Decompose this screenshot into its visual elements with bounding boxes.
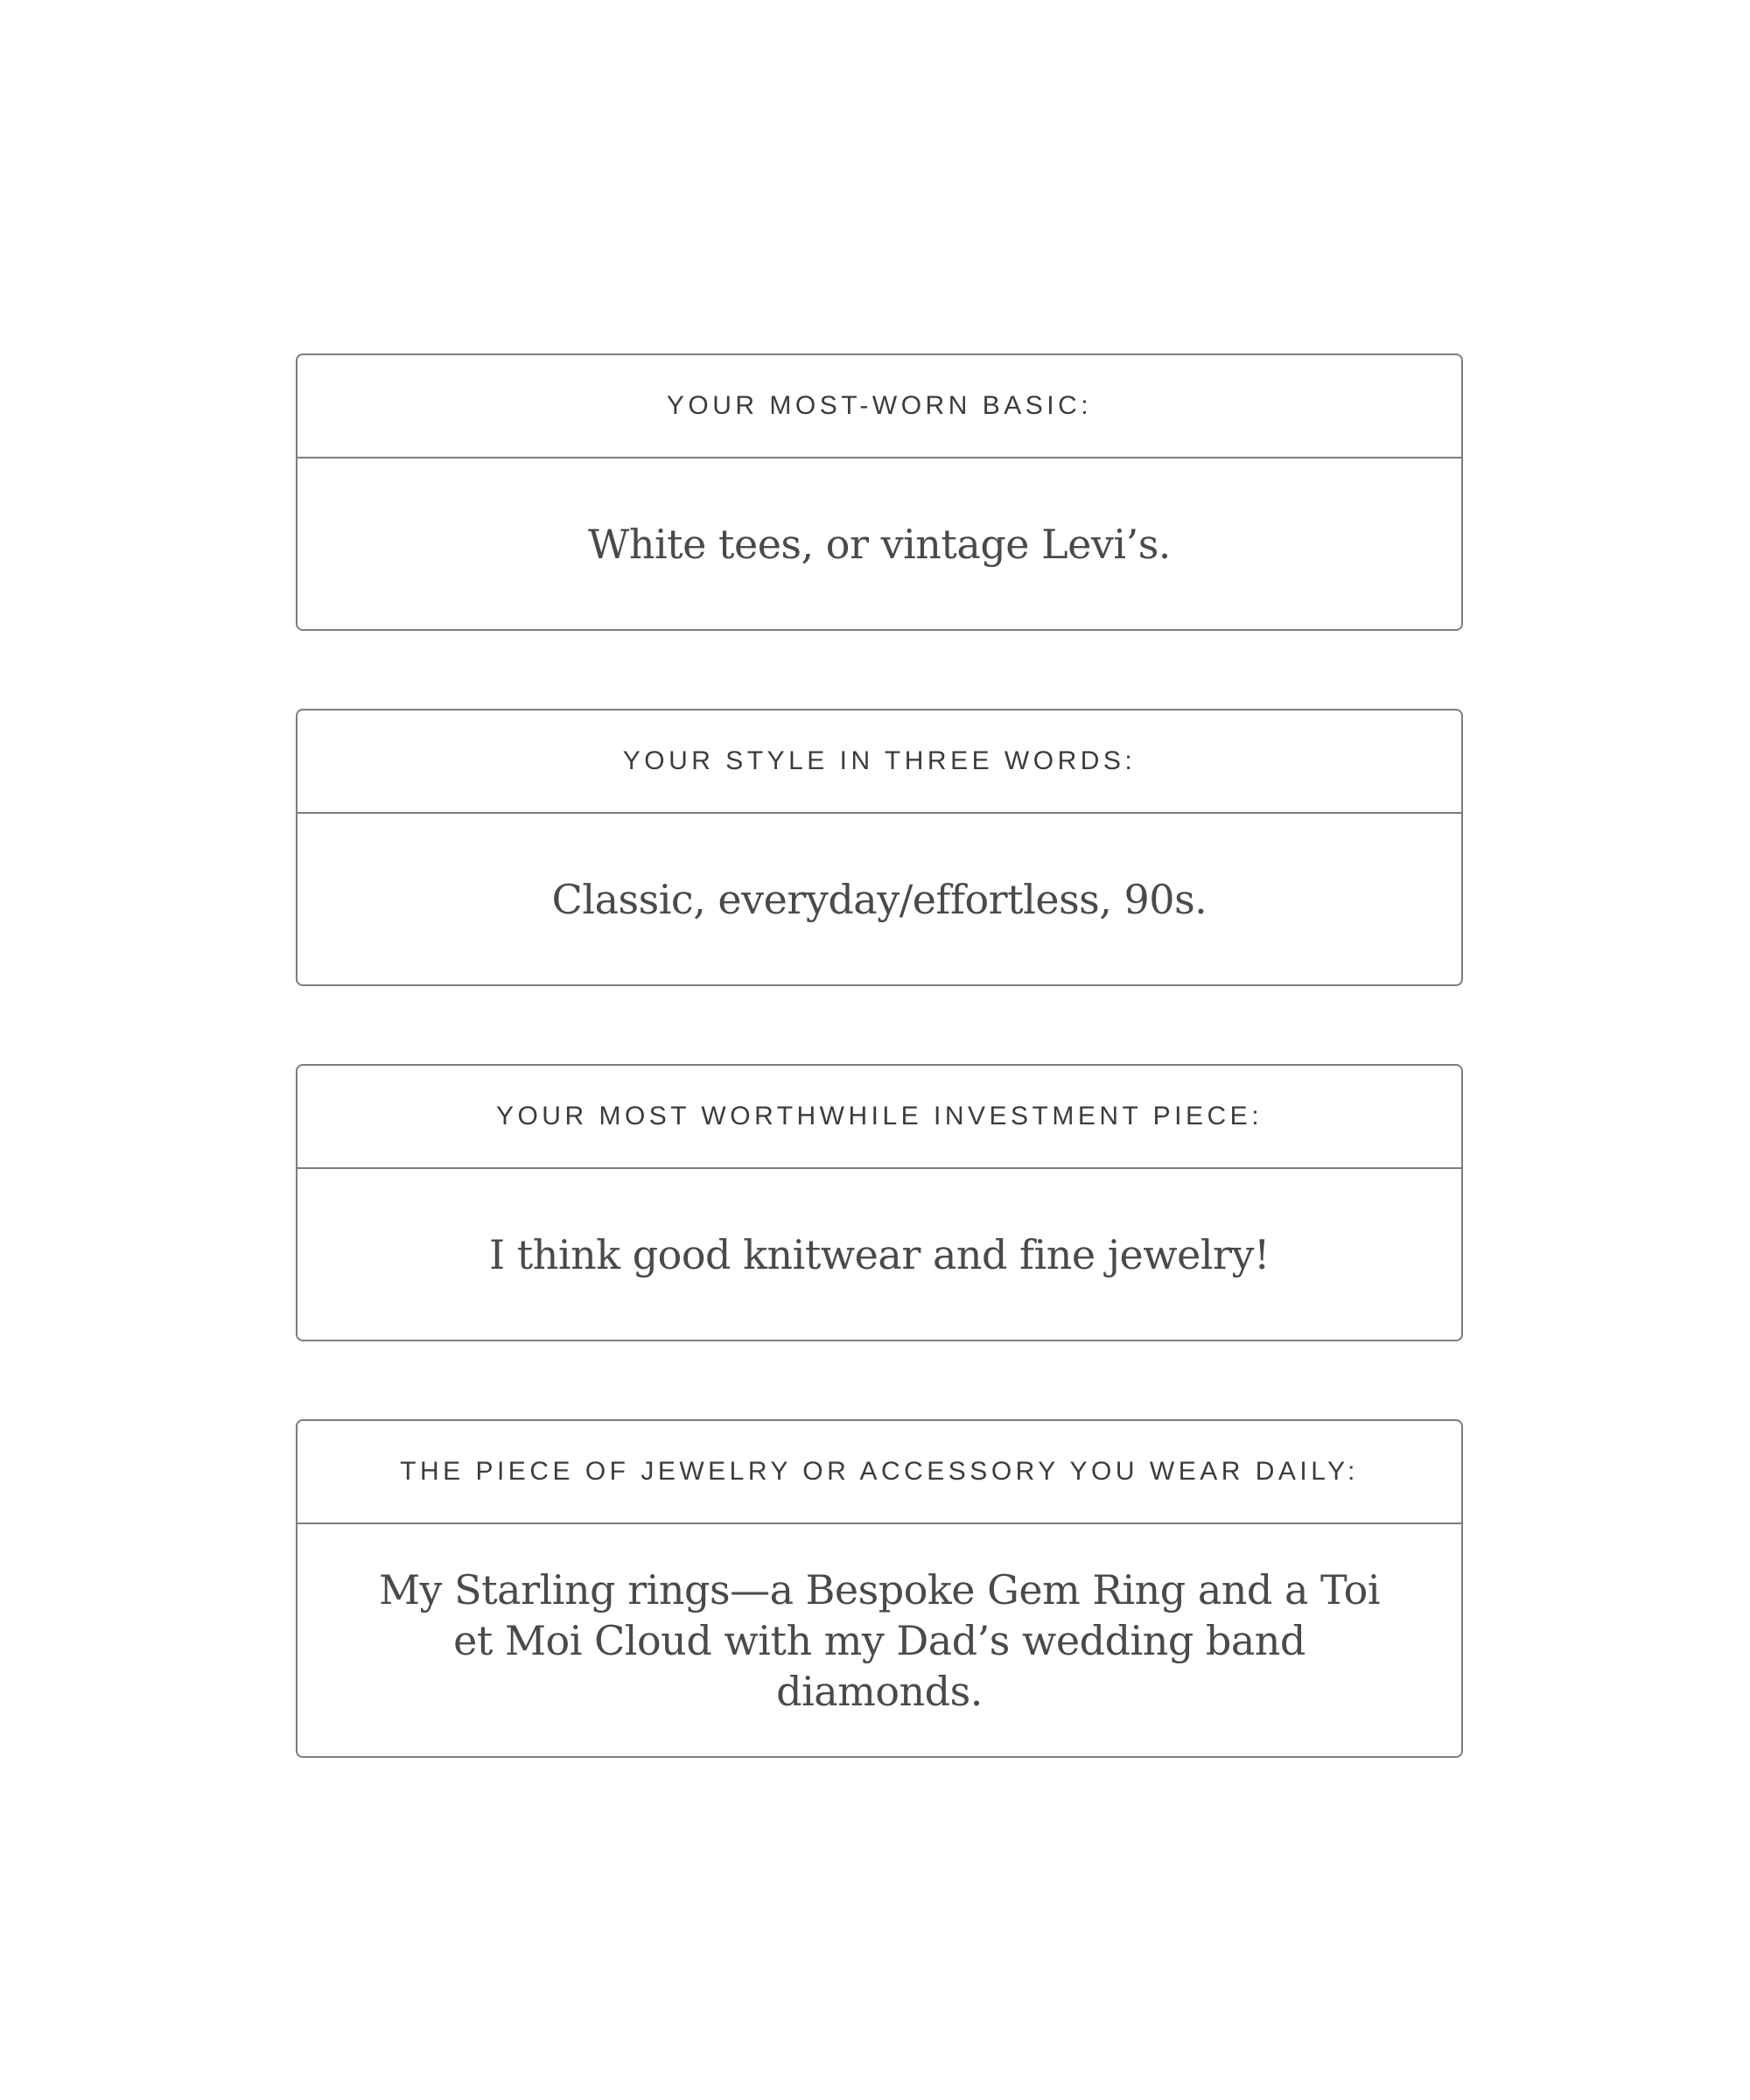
- qa-card-daily-jewelry: [296, 1419, 1463, 1758]
- qa-card-most-worn-basic: [296, 354, 1463, 631]
- qa-card-investment-piece: [296, 1064, 1463, 1341]
- question-label: YOUR MOST WORTHWHILE INVESTMENT PIECE:: [495, 1102, 1264, 1130]
- answer-text: I think good knitwear and fine jewelry!: [488, 1230, 1270, 1278]
- question-label: YOUR MOST-WORN BASIC:: [666, 391, 1093, 420]
- card-body: [298, 1169, 1461, 1340]
- question-label: YOUR STYLE IN THREE WORDS:: [622, 746, 1137, 775]
- answer-text: Classic, everyday/effortless, 90s.: [551, 875, 1208, 923]
- card-header: [298, 1066, 1461, 1169]
- card-body: [298, 1524, 1461, 1756]
- answer-text: My Starling rings—a Bespoke Gem Ring and a Toi et Moi Cloud with my Dad’s wedding band diamonds.: [378, 1565, 1381, 1715]
- question-label: THE PIECE OF JEWELRY OR ACCESSORY YOU WEAR DAILY:: [400, 1457, 1359, 1486]
- answer-text: White tees, or vintage Levi’s.: [588, 520, 1171, 568]
- card-header: [298, 1421, 1461, 1524]
- card-body: [298, 458, 1461, 629]
- qa-card-style-three-words: [296, 709, 1463, 986]
- card-header: [298, 355, 1461, 458]
- card-body: [298, 814, 1461, 984]
- card-header: [298, 710, 1461, 814]
